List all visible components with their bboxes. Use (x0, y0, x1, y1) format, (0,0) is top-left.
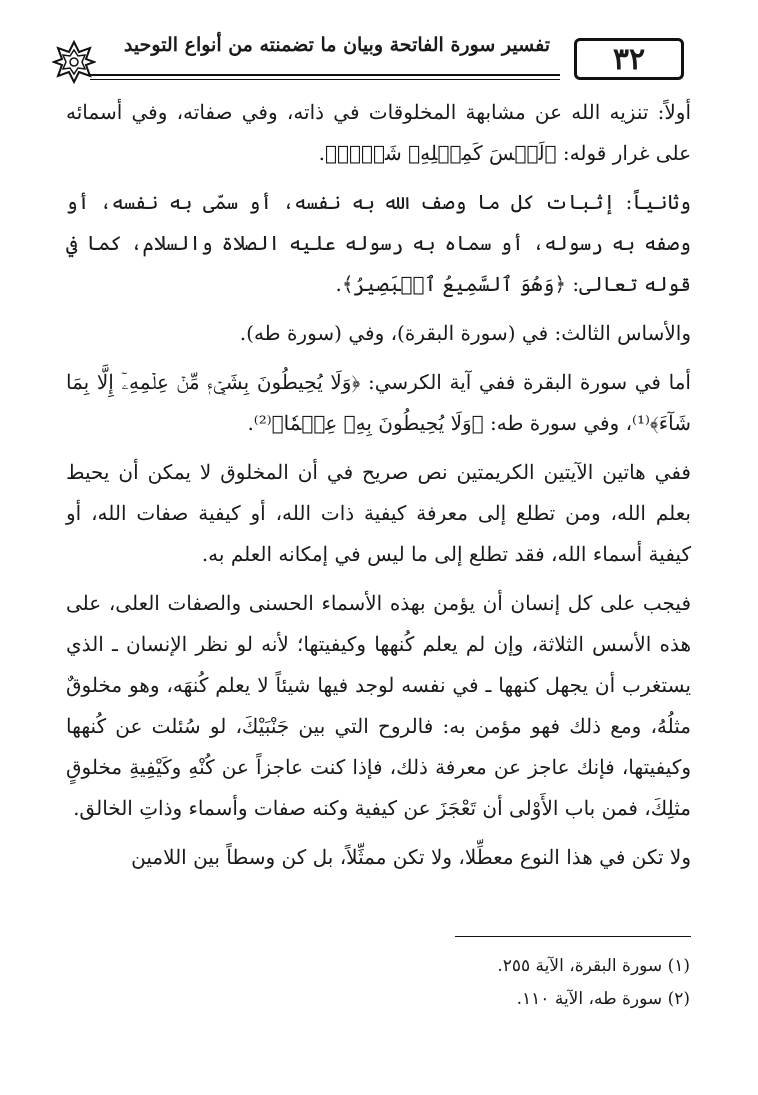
paragraph-5: ففي هاتين الآيتين الكريمتين نص صريح في أن المخلوق لا يمكن أن يحيط بعلم الله، ومن تطلع إلى معرفة كيفية ذات الله، أو كيفية صفات الله، أو كيفية أسماء الله، فقد تطلع إلى ما ليس في إمكانه العلم به. (66, 460, 691, 566)
footnote-2: (٢) سورة طه، الآية ١١٠. (516, 989, 690, 1009)
main-text (66, 92, 691, 878)
footnotes (390, 950, 690, 1016)
paragraph-3: والأساس الثالث: في (سورة البقرة)، وفي (سورة طه). (239, 321, 691, 345)
header-rule-thin (90, 79, 560, 80)
page-header (60, 30, 690, 82)
header-rule-thick (90, 74, 560, 76)
star-ornament-icon (52, 40, 96, 84)
paragraph-4: أما في سورة البقرة ففي آية الكرسي: ﴿وَلَا يُحِيطُونَ بِشَيۡءٖ مِّنۡ عِلۡمِهِۦٓ إِلَّا بِمَا شَآءَ﴾⁽¹⁾، وفي سورة طه: ﴿وَلَا يُحِيطُونَ بِهِۦ عِلۡمٗا﴾⁽²⁾. (66, 370, 691, 435)
footnote-1: (١) سورة البقرة، الآية ٢٥٥. (497, 956, 690, 976)
running-title: تفسير سورة الفاتحة وبيان ما تضمنته من أنواع التوحيد (123, 34, 550, 56)
paragraph-2: وثانياً: إثبات كل ما وصف الله به نفسه، أو سمّى به نفسه، أو وصفه به رسوله، أو سماه به رسوله عليه الصلاة والسلام، كما في قوله تعالى: ﴿وَهُوَ ٱلسَّمِيعُ ٱلۡبَصِيرُ﴾. (66, 190, 691, 296)
footnote-separator (455, 936, 691, 937)
paragraph-6: فيجب على كل إنسان أن يؤمن بهذه الأسماء الحسنى والصفات العلى، على هذه الأسس الثلاثة، وإن لم يعلم كُنهها وكيفيتها؛ لأنه لو نظر الإنسان ـ الذي يستغرب أن يجهل كنهها ـ في نفسه لوجد فيها شيئاً لا يعلم كُنهَه، وهو مخلوقٌ مثلُهُ، ومع ذلك فهو مؤمن به: فالروح التي بين جَنْبَيْكَ، لو سُئلت عن كُنهها وكيفيتها، فإنك عاجز عن معرفة ذلك، فإذا كنت عاجزاً عن كُنْهِ وكَيْفِيةِ مخلوقٍ مثلِكَ، فمن باب الأَوْلى أن تَعْجَزَ عن كيفية وكنه صفات وأسماء وذاتِ الخالق. (66, 591, 691, 820)
paragraph-7: ولا تكن في هذا النوع معطِّلا، ولا تكن ممثِّلاً، بل كن وسطاً بين اللامين (131, 845, 691, 869)
page-number (574, 38, 684, 80)
paragraph-1: أولاً: تنزيه الله عن مشابهة المخلوقات في ذاته، وفي صفاته، وفي أسمائه على غرار قوله: ﴿لَيۡسَ كَمِثۡلِهِۦ شَيۡءٞ﴾. (66, 100, 691, 165)
page-number-text: ٣٢ (612, 41, 646, 77)
